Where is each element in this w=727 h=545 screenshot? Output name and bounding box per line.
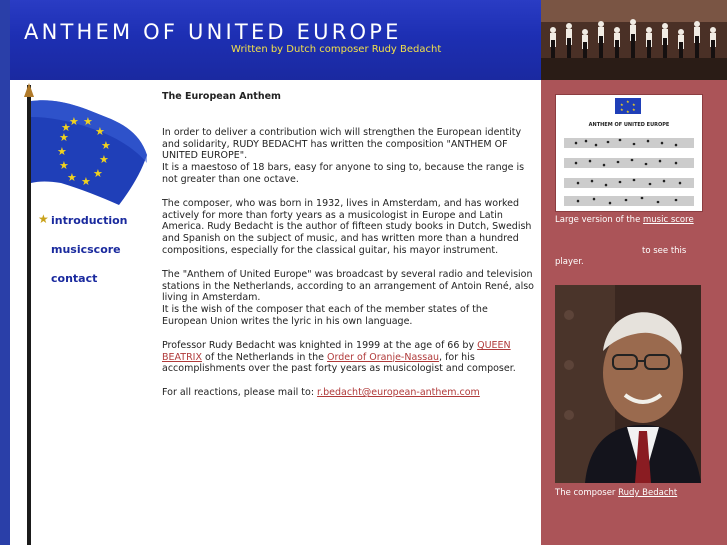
email-link[interactable]: r.bedacht@european-anthem.com (317, 387, 480, 399)
svg-text:★: ★ (83, 115, 93, 128)
svg-text:★: ★ (632, 107, 636, 112)
composer-image (555, 285, 701, 483)
svg-text:★: ★ (99, 153, 109, 166)
site-subtitle: Written by Dutch composer Rudy Bedacht (231, 44, 442, 55)
order-link[interactable]: Order of Oranje-Nassau (327, 351, 440, 363)
svg-text:★: ★ (626, 99, 630, 104)
svg-text:★: ★ (620, 107, 624, 112)
knighted-paragraph: Professor Rudy Bedacht was knighted in 1999 at the age of 66 by QUEEN BEATRIX of the Netherlands in the Order of Oranje-Nassau, for his accomplishments over the past forty years as musicologist and composer. (162, 339, 516, 375)
svg-text:★: ★ (93, 167, 103, 180)
svg-text:★: ★ (632, 102, 636, 107)
svg-text:★: ★ (626, 109, 630, 114)
composer-photo (555, 285, 701, 483)
intro-paragraph: In order to deliver a contribution wich will strengthen the European identity and solidarity, RUDY BEDACHT has written the composition "ANTHEM OF UNITED EUROPE". (162, 126, 522, 162)
svg-text:★: ★ (69, 115, 79, 128)
score-image (556, 95, 702, 211)
svg-text:★: ★ (620, 102, 624, 107)
svg-text:★: ★ (57, 145, 67, 158)
player-text: to see this (642, 246, 687, 256)
score-caption: Large version of the music score (555, 215, 694, 225)
contact-paragraph: For all reactions, please mail to: r.bedacht@european-anthem.com (162, 387, 480, 399)
player-text-2: player. (555, 257, 584, 267)
svg-text:★: ★ (95, 125, 105, 138)
left-border (0, 0, 10, 545)
svg-text:★: ★ (67, 171, 77, 184)
nav-contact[interactable]: contact (51, 272, 98, 285)
svg-text:★: ★ (61, 121, 71, 134)
svg-text:★: ★ (59, 159, 69, 172)
flag-pole-tip (24, 83, 34, 97)
nav-introduction[interactable]: introduction (51, 214, 128, 227)
composer-link[interactable]: Rudy Bedacht (618, 488, 678, 498)
orchestra-photo (541, 0, 727, 80)
orchestra-image (541, 0, 727, 80)
broadcast-paragraph: The "Anthem of United Europe" was broadcast by several radio and television stations in the Netherlands, according to an arrangement of Antoin René, also living in Amsterdam. (162, 268, 534, 304)
composer-caption: The composer Rudy Bedacht (555, 488, 678, 498)
active-star-icon: ★ (38, 212, 49, 226)
music-score-link[interactable]: music score (643, 215, 694, 225)
score-title: ANTHEM OF UNITED EUROPE (588, 122, 670, 128)
biography-paragraph: The composer, who was born in 1932, lives in Amsterdam, and has worked actively for more than forty years as a musicologist in Europe and Latin America. Rudy Bedacht is the author of fifteen study books in Dutch, Swedish and Spanish on the subject of music, and has written more than a hundred compositions, especially for the classical guitar, his mayor instrument. (162, 197, 532, 256)
eu-flag-icon (31, 97, 147, 207)
page-title: The European Anthem (162, 91, 281, 102)
svg-text:★: ★ (81, 175, 91, 188)
queen-beatrix-link[interactable]: QUEEN BEATRIX (162, 339, 511, 363)
wish-paragraph: It is the wish of the composer that each of the member states of the European Union writes the lyric in his own language. (162, 304, 488, 327)
nav-musicscore[interactable]: musicscore (51, 243, 121, 256)
site-header (10, 0, 541, 80)
main-content (162, 91, 534, 399)
intro-paragraph-2: It is a maestoso of 18 bars, easy for anyone to sing to, because the range is not greater than one octave. (162, 162, 525, 185)
music-score-thumbnail[interactable] (555, 94, 703, 212)
site-title: ANTHEM OF UNITED EUROPE (24, 20, 402, 44)
svg-text:★: ★ (59, 131, 69, 144)
svg-text:★: ★ (101, 139, 111, 152)
